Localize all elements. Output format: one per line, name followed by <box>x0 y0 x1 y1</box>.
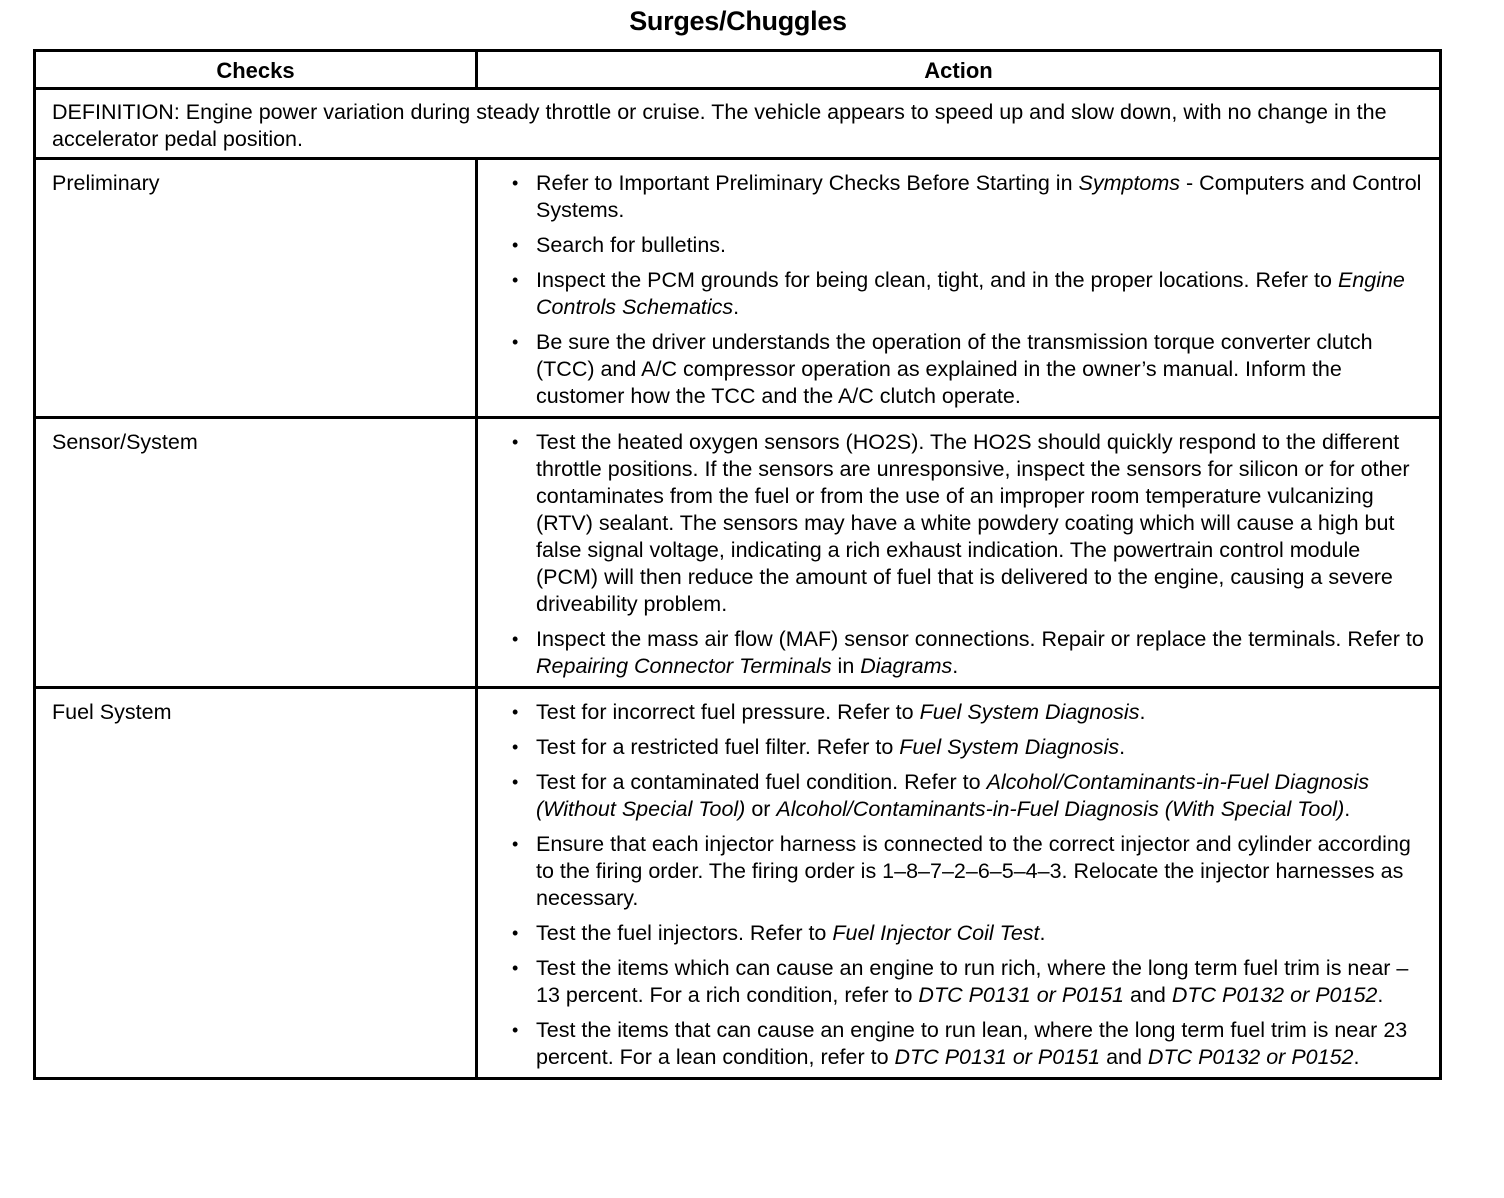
action-text: Test the heated oxygen sensors (HO2S). The HO2S should quickly respond to the different throttle positions. If the sensors are unresponsive, inspect the sensors for silicon or for other contaminates from the fuel or from the use of an improper room temperature vulcanizing (RTV) sealant. The sensors may have a white powdery coating which will cause a high but false signal voltage, indicating a rich exhaust indication. The powertrain control module (PCM) will then reduce the amount of fuel that is delivered to the engine, causing a severe driveability problem. <box>536 430 1410 616</box>
reference-text: DTC P0131 or P0151 <box>918 983 1124 1007</box>
table-row <box>35 418 1441 688</box>
action-item <box>478 769 1425 823</box>
table-header-row <box>35 51 1441 89</box>
action-text: - Computers and Control Systems. <box>536 171 1422 222</box>
check-label-preliminary: Preliminary <box>35 159 477 418</box>
action-text: . <box>1353 1045 1360 1069</box>
action-text: . <box>1039 921 1046 945</box>
reference-text: DTC P0131 or P0151 <box>894 1045 1101 1069</box>
action-list <box>478 170 1425 410</box>
action-text: Test for incorrect fuel pressure. Refer to <box>536 700 920 724</box>
bullet-icon: • <box>512 173 519 193</box>
table-row <box>35 688 1441 1079</box>
action-item <box>478 329 1425 410</box>
action-text: Be sure the driver understands the operation of the transmission torque converter clutch (TCC) and A/C compressor operation as explained in the owner’s manual. Inform the customer how the TCC and the A/C clutch operate. <box>536 330 1373 408</box>
reference-text: Engine Controls Schematics <box>536 268 1405 319</box>
definition-row <box>35 89 1441 159</box>
column-header-action: Action <box>477 51 1441 89</box>
bullet-icon: • <box>512 1020 519 1040</box>
action-text: Refer to Important Preliminary Checks Before Starting in <box>536 171 1079 195</box>
action-list <box>478 429 1425 680</box>
check-label-fuel-system: Fuel System <box>35 688 477 1079</box>
action-text: Test the items that can cause an engine to run lean, where the long term fuel trim is near 23 percent. For a lean condition, refer to <box>536 1018 1408 1069</box>
diagnostic-table <box>33 49 1442 1080</box>
action-text: and <box>1123 983 1172 1007</box>
action-text: Inspect the mass air flow (MAF) sensor connections. Repair or replace the terminals. Refer to <box>536 627 1424 651</box>
reference-text: Repairing Connector Terminals <box>536 654 832 678</box>
action-item <box>478 429 1425 618</box>
reference-text: DTC P0132 or P0152 <box>1171 983 1378 1007</box>
bullet-icon: • <box>512 772 519 792</box>
action-cell <box>477 418 1441 688</box>
table-body <box>35 89 1441 1079</box>
bullet-icon: • <box>512 737 519 757</box>
reference-text: Fuel System Diagnosis <box>919 700 1140 724</box>
bullet-icon: • <box>512 958 519 978</box>
action-text: Test the fuel injectors. Refer to <box>536 921 833 945</box>
reference-text: DTC P0132 or P0152 <box>1147 1045 1354 1069</box>
action-text: . <box>952 654 959 678</box>
bullet-icon: • <box>512 270 519 290</box>
reference-text: Diagrams <box>860 654 953 678</box>
action-text: Test for a restricted fuel filter. Refer to <box>536 735 900 759</box>
action-text: Test the items which can cause an engine to run rich, where the long term fuel trim is near –13 percent. For a rich condition, refer to <box>536 956 1409 1007</box>
action-item <box>478 699 1425 726</box>
action-item <box>478 831 1425 912</box>
action-text: . <box>1119 735 1126 759</box>
action-text: Ensure that each injector harness is connected to the correct injector and cylinder according to the firing order. The firing order is 1–8–7–2–6–5–4–3. Relocate the injector harnesses as necessary. <box>536 832 1411 910</box>
action-item <box>478 920 1425 947</box>
action-item <box>478 170 1425 224</box>
action-text: Inspect the PCM grounds for being clean, tight, and in the proper locations. Refer to <box>536 268 1338 292</box>
check-label-sensor-system: Sensor/System <box>35 418 477 688</box>
action-text: . <box>1377 983 1384 1007</box>
action-text: Test for a contaminated fuel condition. Refer to <box>536 770 987 794</box>
action-text: or <box>745 797 777 821</box>
bullet-icon: • <box>512 629 519 649</box>
bullet-icon: • <box>512 235 519 255</box>
action-text: and <box>1100 1045 1148 1069</box>
bullet-icon: • <box>512 432 519 452</box>
table-row <box>35 159 1441 418</box>
action-list <box>478 699 1425 1071</box>
action-cell <box>477 159 1441 418</box>
bullet-icon: • <box>512 702 519 722</box>
reference-text: Alcohol/Contaminants-in-Fuel Diagnosis (With Special Tool) <box>776 797 1345 821</box>
bullet-icon: • <box>512 332 519 352</box>
reference-text: Symptoms <box>1078 171 1181 195</box>
action-text: . <box>1139 700 1146 724</box>
action-text: . <box>733 295 740 319</box>
action-item <box>478 734 1425 761</box>
action-item <box>478 1017 1425 1071</box>
definition-text: DEFINITION: Engine power variation during steady throttle or cruise. The vehicle appears to speed up and slow down, with no change in the accelerator pedal position. <box>35 89 1441 159</box>
bullet-icon: • <box>512 834 519 854</box>
action-item <box>478 626 1425 680</box>
action-text: Search for bulletins. <box>536 233 727 257</box>
action-cell <box>477 688 1441 1079</box>
bullet-icon: • <box>512 923 519 943</box>
action-text: in <box>831 654 861 678</box>
action-item <box>478 267 1425 321</box>
action-item <box>478 232 1425 259</box>
column-header-checks: Checks <box>35 51 477 89</box>
action-text: . <box>1344 797 1351 821</box>
reference-text: Fuel Injector Coil Test <box>832 921 1040 945</box>
reference-text: Fuel System Diagnosis <box>899 735 1120 759</box>
action-item <box>478 955 1425 1009</box>
reference-text: Alcohol/Contaminants-in-Fuel Diagnosis (Without Special Tool) <box>536 770 1369 821</box>
document-title: Surges/Chuggles <box>629 6 847 36</box>
